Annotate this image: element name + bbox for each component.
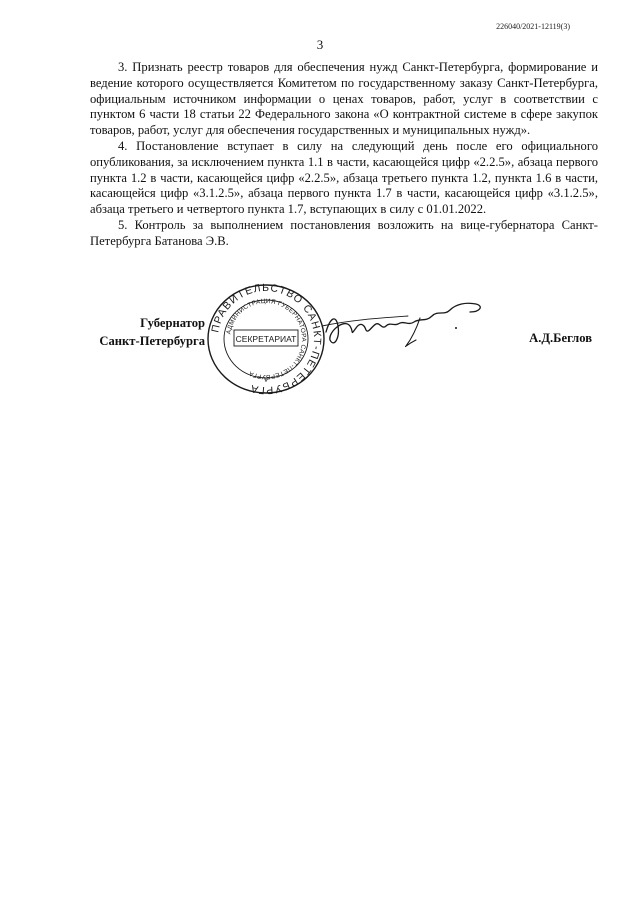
seal-center-text: СЕКРЕТАРИАТ (235, 334, 297, 344)
paragraph-4: 4. Постановление вступает в силу на следующий день после его официального опубликования, за исключением пункта 1.1 в части, касающейся цифр «2.2.5», абзаца первого пункта 1.2 в части, касающейся цифр «2.2.5», абзаца третьего пункта 1.2, пункта 1.6 в части, касающейся цифр «3.1.2.5», абзаца первого пункта 1.7 в части, касающейся цифр «3.1.2.5», абзаца третьего и четвертого пункта 1.7, вступающих в силу с 01.01.2022. (90, 138, 598, 217)
paragraph-5: 5. Контроль за выполнением постановления возложить на вице-губернатора Санкт-Петербурга Батанова Э.В. (90, 217, 598, 248)
svg-text:*: * (264, 377, 268, 387)
seal-inner-text: АДМИНИСТРАЦИЯ ГУБЕРНАТОРА САНКТ-ПЕТЕРБУРГА (225, 297, 308, 381)
signatory-title-line2: Санкт-Петербурга (99, 334, 205, 348)
seal-outer-text: ПРАВИТЕЛЬСТВО САНКТ-ПЕТЕРБУРГА (209, 282, 324, 396)
document-id: 226040/2021-12119(3) (496, 22, 570, 31)
official-seal-stamp (204, 282, 328, 396)
signatory-title-line1: Губернатор (140, 316, 205, 330)
signatory-title (90, 314, 205, 350)
page-number: 3 (316, 37, 324, 52)
handwritten-signature (320, 296, 496, 352)
body-text (90, 60, 598, 250)
signatory-name: А.Д.Беглов (529, 331, 592, 345)
paragraph-3: 3. Признать реестр товаров для обеспечения нужд Санкт-Петербурга, формирование и ведение которого осуществляется Комитетом по государственному заказу Санкт-Петербурга, официальным источником информации о ценах товаров, работ, услуг в соответствии с пунктом 6 части 18 статьи 22 Федерального закона «О контрактной системе в сфере закупок товаров, работ, услуг для обеспечения государственных и муниципальных нужд». (90, 60, 598, 138)
